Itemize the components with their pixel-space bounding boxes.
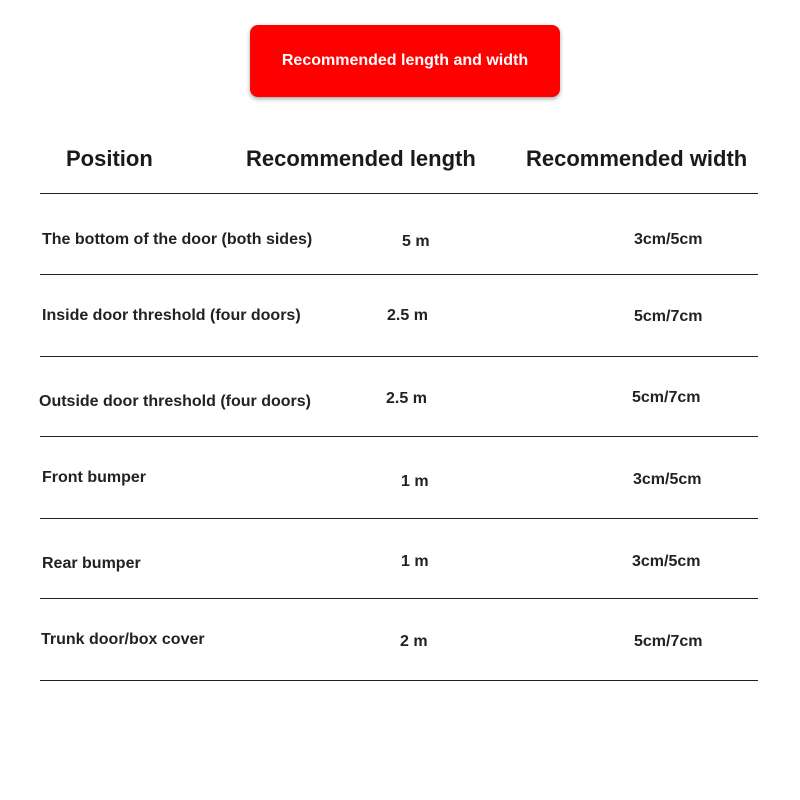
row-1-position: The bottom of the door (both sides)	[42, 231, 313, 248]
header-width: Recommended width	[526, 146, 748, 171]
row-divider	[40, 598, 758, 599]
header-position: Position	[66, 146, 153, 171]
row-2-width: 5cm/7cm	[634, 308, 703, 325]
row-6-position: Trunk door/box cover	[41, 631, 205, 648]
row-4-width: 3cm/5cm	[633, 471, 702, 488]
row-5-length: 1 m	[401, 553, 429, 570]
row-1-width: 3cm/5cm	[634, 231, 703, 248]
row-5-position: Rear bumper	[42, 555, 141, 572]
title-banner-label: Recommended length and width	[281, 52, 529, 69]
row-1-length: 5 m	[402, 233, 430, 250]
row-divider	[40, 518, 758, 519]
title-banner	[250, 25, 560, 97]
row-divider	[40, 356, 758, 357]
row-6-length: 2 m	[400, 633, 428, 650]
row-divider	[40, 436, 758, 437]
row-3-length: 2.5 m	[386, 390, 427, 407]
row-5-width: 3cm/5cm	[632, 553, 701, 570]
row-3-position: Outside door threshold (four doors)	[39, 393, 311, 410]
row-3-width: 5cm/7cm	[632, 389, 701, 406]
row-2-position: Inside door threshold (four doors)	[42, 307, 301, 324]
row-4-length: 1 m	[401, 473, 429, 490]
row-divider	[40, 680, 758, 681]
row-divider	[40, 274, 758, 275]
row-4-position: Front bumper	[42, 469, 146, 486]
row-6-width: 5cm/7cm	[634, 633, 703, 650]
header-divider	[40, 193, 758, 194]
header-length: Recommended length	[246, 146, 476, 171]
row-2-length: 2.5 m	[387, 307, 428, 324]
